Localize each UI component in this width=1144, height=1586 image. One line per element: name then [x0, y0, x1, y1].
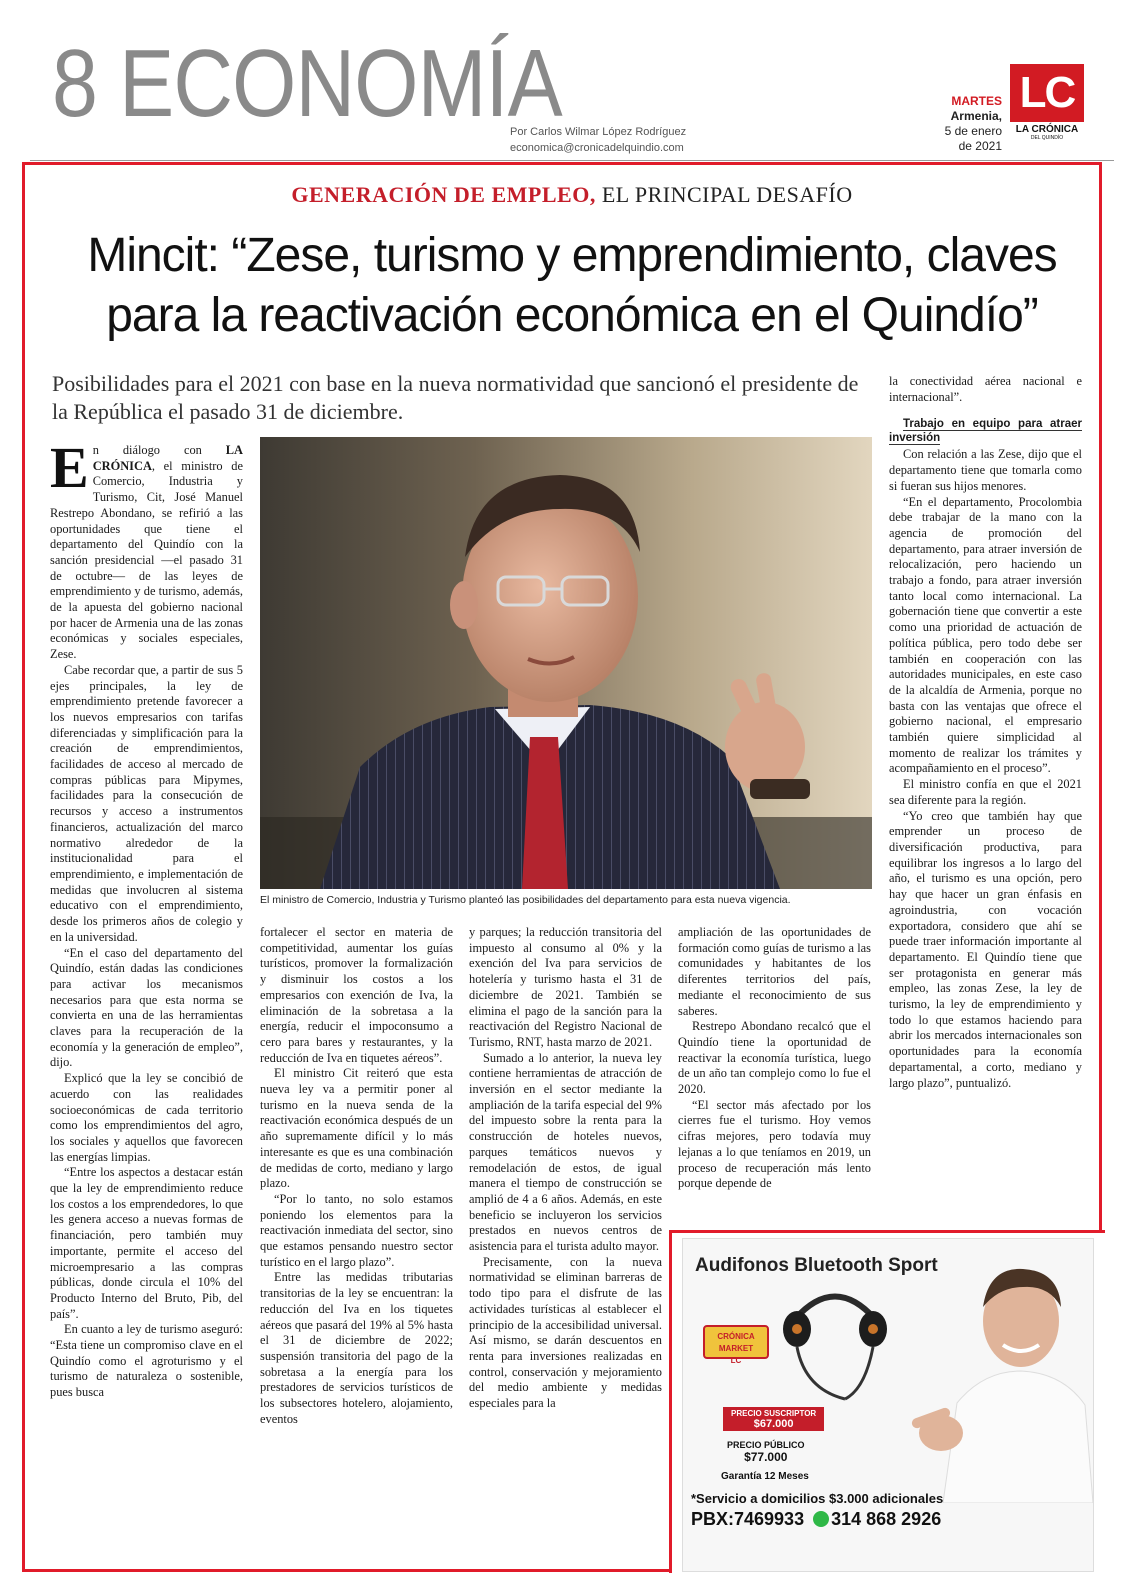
public-price-label: PRECIO PÚBLICO: [727, 1440, 805, 1450]
city: Armenia,: [950, 109, 1002, 123]
subscriber-price-label: PRECIO SUSCRIPTOR: [731, 1409, 817, 1418]
author: Por Carlos Wilmar López Rodríguez: [510, 126, 687, 138]
column-3: [469, 925, 662, 1412]
logo-sub: DEL QUINDÍO: [1030, 135, 1064, 141]
paragraph: la conectividad aérea nacional e internacional”.: [889, 374, 1082, 404]
paragraph: Cabe recordar que, a partir de sus 5 ejes principales, la ley de emprendimiento pretende favorecer a los nuevos empresarios con tarifas diferenciadas y simplificación para la creación de emprendimientos, facilidades de acceso al mercado de compras públicas para Mipymes, facilidades para la consecución de recursos y acceso a instrumentos financieros, actualización del marco normativo alrededor de la institucionalidad para el emprendimiento, e implementación de medidas que involucren al sistema educativo con el emprendimiento, desde los primeros años de colegio y en la universidad.: [50, 662, 243, 944]
year-line: de 2021: [958, 139, 1002, 153]
column-2: [260, 925, 453, 1428]
subscriber-price-value: $67.000: [753, 1418, 794, 1430]
delivery-note: *Servicio a domicilios $3.000 adicionales: [691, 1491, 944, 1506]
subheading: [889, 417, 1082, 445]
paragraph: “En el caso del departamento del Quindío, están dadas las condiciones para activar los mecanismos necesarios para que esta norma se convierta en una de las herramientas claves para la recuperación de la economía y la generación de empleo”, dijo.: [50, 945, 243, 1070]
subscriber-price-badge: [723, 1407, 824, 1431]
byline: [510, 124, 686, 156]
headphones-icon: [775, 1279, 895, 1409]
store-name: CRÓNICA MARKET: [717, 1332, 755, 1353]
logo-letters: LC: [1010, 64, 1084, 122]
lead-paragraph: Posibilidades para el 2021 con base en la nueva normatividad que sancionó el presidente de la República el pasado 31 de diciembre.: [52, 371, 859, 424]
paragraph: El ministro confía en que el 2021 sea diferente para la región.: [889, 777, 1082, 807]
pbx-number[interactable]: PBX:7469933: [691, 1509, 805, 1529]
logo-name: LA CRÓNICA: [1015, 124, 1079, 135]
ad-phones: [691, 1509, 941, 1530]
headline-line-1: Mincit: “Zese, turismo y emprendimiento, claves: [87, 229, 1057, 282]
minister-photo: [260, 437, 872, 889]
kicker-red: GENERACIÓN DE EMPLEO,: [291, 182, 596, 207]
subheading-text: Trabajo en equipo para atraer inversión: [889, 418, 1082, 445]
paragraph: Explicó que la ley se concibió de acuerdo con las realidades socioeconómicas de cada territorio como los emprendimientos del agro, los sociales y aquellos que favorecen las energías limpias.: [50, 1071, 243, 1164]
headline-line-2: para la reactivación económica en el Quindío”: [106, 289, 1038, 342]
paragraph: “En el departamento, Procolombia debe trabajar de la mano con la agencia de promoción del departamento, para atraer inversión de relocalización, pero haciendo un trabajo a fondo, para atraer inversión tanto local como internacional. La gobernación tiene que convertir a este como una prioridad de actuación de política pública, pero todo debe ser también en cooperación con las autoridades municipales, en este caso de la alcaldía de Armenia, porque no basta con las ventajas que ofrece el gobierno nacional, el empresario también quiere simplicidad al momento de realizar los trámites y acompañamiento en el proceso”.: [889, 494, 1082, 776]
store-sub: LC: [730, 1356, 742, 1365]
ad-title: Audifonos Bluetooth Sport: [695, 1255, 938, 1276]
paragraph: [50, 435, 243, 663]
paragraph: “El sector más afectado por los cierres fue el turismo. Hoy vemos cifras mejores, pero todavía muy lejanas a lo que teníamos en 2019, un proceso de recuperación más lento porque depende de: [678, 1097, 871, 1191]
date-block: [945, 94, 1002, 154]
newspaper-name: LA CRÓNICA: [92, 443, 243, 473]
whatsapp-icon: [813, 1511, 829, 1527]
advertisement[interactable]: [682, 1238, 1094, 1572]
minister-illustration: [260, 437, 872, 889]
public-price: [727, 1439, 805, 1463]
paragraph: “Yo creo que también hay que emprender un proceso de diversificación productiva, para equilibrar los ingresos a lo largo del año, el turismo es una opción, pero hay que hacer un gran énfasis en agroindustria, con vocación exportadora, considero que ahí se puede traer información importante al departamento. El Quindío tiene que ser protagonista en generar más empleo, las zonas Zese, la ley de turismo, la ley de emprendimiento y todo lo que estamos haciendo para abrir los mercados internacionales son oportunidades para la economía departamental, a corto, mediano y largo plazo”, puntualizó.: [889, 808, 1082, 1090]
paragraph: En cuanto a ley de turismo aseguró: “Esta tiene un compromiso clave en el Quindío como el agroturismo y el turismo de naturaleza o sostenible, pues busca: [50, 1322, 243, 1400]
paragraph: fortalecer el sector en materia de competitividad, aumentar los guías turísticos, promover la formalización y disminuir los costos a los empresarios con exención de Iva, la eliminación de la sobretasa a la energía, reducir el impoconsumo a cero para bares y restaurantes, y la reducción de Iva en tiquetes aéreos”.: [260, 925, 453, 1065]
dropcap: E: [50, 435, 89, 500]
author-email[interactable]: economica@cronicadelquindio.com: [510, 142, 684, 154]
paragraph: El ministro Cit reiteró que esta nueva ley va a permitir poner al turismo en la nueva senda de la reactivación económica después de un año supremamente difícil y lo más interesante es que es una combinación de medidas de corto, mediano y largo plazo.: [260, 1066, 453, 1191]
paragraph: Sumado a lo anterior, la nueva ley contiene herramientas de atracción de inversión en el sector mediante la ampliación de la tarifa especial del 9% del impuesto sobre la renta para la construcción de hoteles nuevos, parques temáticos nuevos y remodelación de estos, de igual manera el tiempo de construcción se amplió de 4 a 6 años. Además, en este beneficio se incluyeron los servicios prestados en nuevos centros de asistencia para el turista adulto mayor.: [469, 1050, 662, 1254]
header-divider: [30, 160, 1114, 161]
frame-cut-top: [669, 1230, 1105, 1233]
model-illustration: [903, 1263, 1093, 1503]
paragraph: “Por lo tanto, no solo estamos poniendo los elementos para la reactivación inmediata del sector, sino que estamos pensando nuestro sector turístico en el largo plazo”.: [260, 1191, 453, 1269]
column-1: [50, 435, 243, 1401]
kicker-rest: EL PRINCIPAL DESAFÍO: [595, 182, 853, 207]
text-run: n diálogo con: [92, 443, 226, 457]
photo-caption: El ministro de Comercio, Industria y Turismo planteó las posibilidades del departamento para esta nueva vigencia.: [260, 894, 791, 906]
store-logo: [703, 1325, 769, 1365]
text-run: , el ministro de Comercio, Industria y Turismo, Cit, José Manuel Restrepo Abondano, se refirió a las oportunidades que tiene el departamento del Quindío con la sanción presidencial —el pasado 31 de octubre— de las leyes de emprendimiento y de turismo, además, de la apuesta del gobierno nacional por hacer de Armenia una de las zonas económicas y sociales especiales, Zese.: [50, 458, 243, 662]
paragraph: “Entre los aspectos a destacar están que la ley de emprendimiento reduce los costos a los emprendedores, lo que les genera acceso a nuevas formas de financiación, pero también muy importante, permite el acceso del microempresario a las compras públicas, donde circula el 10% del Producto Interno del Bruto, Pib, del país”.: [50, 1165, 243, 1321]
headline: [40, 226, 1104, 346]
paragraph: Entre las medidas tributarias transitorias de la ley se encuentran: la reducción del Iva en los tiquetes aéreos que pasará del 19% al 5% hasta el 31 de diciembre de 2022; suspensión transitoria del pago de la sobretasa a la energía para los prestadores de servicios turísticos de los subsectores hotelero, alojamiento, eventos: [260, 1270, 453, 1426]
paragraph: y parques; la reducción transitoria del impuesto al consumo al 0% y la exención del Iva para servicios de hotelería y turismo hasta el 31 de diciembre de 2021. También se elimina el pago de la sanción para la reactivación del Registro Nacional de Turismo, RNT, hasta marzo de 2021.: [469, 925, 662, 1049]
warranty: Garantía 12 Meses: [721, 1471, 809, 1482]
public-price-value: $77.000: [744, 1450, 788, 1464]
weekday: MARTES: [951, 94, 1002, 108]
column-5: [889, 374, 1082, 1091]
paragraph: ampliación de las oportunidades de formación como guías de turismo a las comunidades y habitantes de los diferentes territorios del país, mediante el reconocimiento de sus saberes.: [678, 925, 871, 1018]
paragraph: Con relación a las Zese, dijo que el departamento tiene que tomarla como si fueran sus hijos menores.: [889, 447, 1082, 493]
frame-cut-left: [669, 1233, 672, 1573]
section-name: ECONOMÍA: [119, 30, 562, 137]
page-number: 8: [52, 30, 98, 137]
newspaper-logo: [1010, 64, 1084, 141]
column-4: [678, 925, 871, 1192]
paragraph: Precisamente, con la nueva normatividad se eliminan barreras de todo tipo para el disfrute de las actividades turísticas al establecer el principio de la accesibilidad universal. Así mismo, se darán descuentos en renta para inversiones realizadas en control, conservación y mejoramiento del medio ambiente y medidas especiales para la: [469, 1254, 662, 1411]
kicker: [0, 182, 1144, 208]
whatsapp-number[interactable]: 314 868 2926: [831, 1509, 942, 1529]
paragraph: Restrepo Abondano recalcó que el Quindío tiene la oportunidad de reactivar la economía turística, luego de un año tan complejo como lo fue el 2020.: [678, 1019, 871, 1097]
section-title: [52, 30, 562, 137]
date-line: 5 de enero: [944, 124, 1002, 138]
